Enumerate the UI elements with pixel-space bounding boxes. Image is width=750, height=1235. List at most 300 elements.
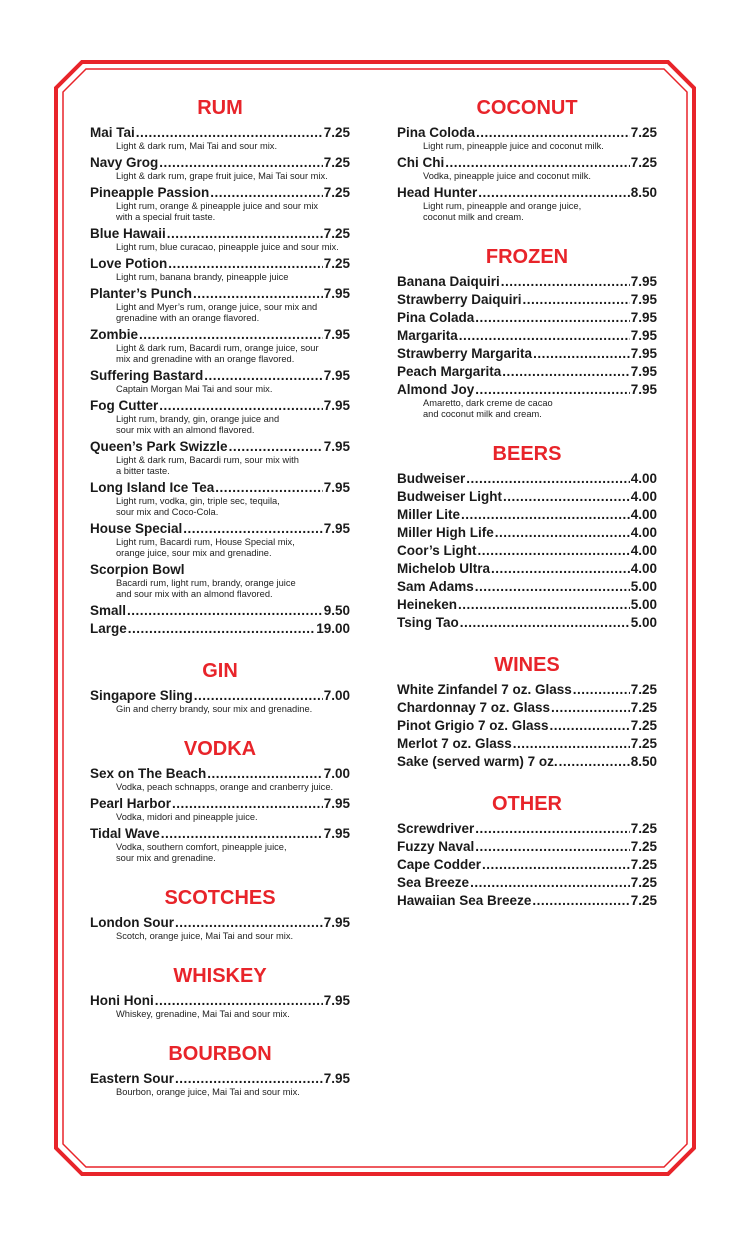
menu-item-line (397, 856, 657, 873)
section-frozen (397, 245, 657, 420)
menu-item (397, 470, 657, 487)
menu-item-description (397, 141, 657, 152)
menu-item-price: 7.95 (630, 364, 657, 379)
menu-item-description (90, 537, 350, 559)
description-line: Light & dark rum, grape fruit juice, Mai Tai sour mix. (116, 171, 328, 181)
menu-item (90, 255, 350, 283)
menu-item-price: 7.25 (630, 718, 657, 733)
menu-item-description (397, 398, 657, 420)
menu-item (397, 184, 657, 223)
menu-item (397, 614, 657, 631)
menu-item-name: Coor’s Light (397, 543, 477, 558)
menu-item-name: Eastern Sour (90, 1071, 175, 1086)
menu-item (90, 124, 350, 152)
description-line: Bacardi rum, light rum, brandy, orange juice (116, 578, 296, 588)
menu-item (90, 620, 350, 637)
menu-item-price: 7.95 (323, 521, 350, 536)
description-line: Amaretto, dark creme de cacao (423, 398, 553, 408)
menu-item-line (90, 602, 350, 619)
menu-item (90, 438, 350, 477)
dot-leader (172, 795, 323, 812)
dot-leader (478, 542, 630, 559)
menu-item (90, 825, 350, 864)
section-title: GIN (202, 660, 238, 682)
menu-item-price: 7.95 (630, 382, 657, 397)
menu-item-name: Honi Honi (90, 993, 154, 1008)
description-line: Light rum, pineapple and orange juice, (423, 201, 582, 211)
dot-leader (503, 488, 630, 505)
menu-item (90, 479, 350, 518)
menu-item-price: 7.95 (630, 346, 657, 361)
menu-item-name: Strawberry Daiquiri (397, 292, 522, 307)
description-line: Vodka, pineapple juice and coconut milk. (423, 171, 591, 181)
menu-item (90, 326, 350, 365)
menu-item-line (90, 687, 350, 704)
menu-item (90, 285, 350, 324)
menu-item-price: 7.95 (323, 1071, 350, 1086)
description-line: Light & dark rum, Mai Tai and sour mix. (116, 141, 278, 151)
description-line: sour mix and Coco-Cola. (116, 507, 219, 517)
description-line: Scotch, orange juice, Mai Tai and sour mix. (116, 931, 294, 941)
menu-item (397, 381, 657, 420)
menu-item (90, 367, 350, 395)
menu-item-line (90, 397, 350, 414)
dot-leader (210, 184, 322, 201)
dot-leader (127, 602, 323, 619)
menu-item-price: 7.95 (323, 439, 350, 454)
menu-item-name: Pinot Grigio 7 oz. Glass (397, 718, 549, 733)
menu-item (397, 596, 657, 613)
menu-item-name: Zombie (90, 327, 139, 342)
menu-item (397, 874, 657, 891)
menu-item-description (90, 842, 350, 864)
menu-item (397, 524, 657, 541)
section-title: BEERS (492, 443, 562, 465)
menu-item-line (397, 327, 657, 344)
menu-item-name: Long Island Ice Tea (90, 480, 215, 495)
dot-leader (461, 506, 630, 523)
section-wines (397, 653, 657, 770)
menu-item-line (90, 914, 350, 931)
menu-item-line (397, 892, 657, 909)
menu-item-price: 7.25 (630, 155, 657, 170)
dot-leader (502, 363, 629, 380)
menu-item (397, 273, 657, 290)
right-column (397, 96, 657, 931)
section-other (397, 792, 657, 909)
section-coconut (397, 96, 657, 223)
menu-item (90, 154, 350, 182)
menu-item-line (90, 326, 350, 343)
dot-leader (459, 327, 630, 344)
description-line: and sour mix with an almond flavored. (116, 589, 273, 599)
menu-item-description (90, 302, 350, 324)
menu-item-price: 8.50 (630, 185, 657, 200)
section-rum (90, 96, 350, 637)
menu-item-price: 7.25 (630, 821, 657, 836)
description-line: Vodka, midori and pineapple juice. (116, 812, 258, 822)
menu-item-line (90, 825, 350, 842)
description-line: Captain Morgan Mai Tai and sour mix. (116, 384, 273, 394)
dot-leader (475, 578, 630, 595)
dot-leader (532, 892, 629, 909)
menu-item (90, 602, 350, 619)
menu-item-name: Sam Adams (397, 579, 474, 594)
menu-item-line (397, 291, 657, 308)
menu-item-name: Queen’s Park Swizzle (90, 439, 228, 454)
menu-item (90, 1070, 350, 1098)
menu-item-line (90, 765, 350, 782)
menu-item-price: 7.95 (323, 480, 350, 495)
menu-item-description (90, 931, 350, 942)
description-line: Light rum, pineapple juice and coconut milk. (423, 141, 604, 151)
dot-leader (445, 154, 629, 171)
menu-item-price: 7.95 (630, 310, 657, 325)
menu-item-name: Banana Daiquiri (397, 274, 500, 289)
menu-item-line (90, 992, 350, 1009)
menu-item-line (90, 561, 350, 578)
menu-item (90, 914, 350, 942)
menu-item-description (90, 1009, 350, 1020)
menu-item-price: 7.25 (630, 839, 657, 854)
dot-leader (159, 154, 322, 171)
menu-item-price: 7.95 (323, 915, 350, 930)
menu-item-price: 7.95 (323, 286, 350, 301)
dot-leader (482, 856, 630, 873)
description-line: Light rum, Bacardi rum, House Special mix, (116, 537, 295, 547)
dot-leader (161, 825, 323, 842)
menu-item-line (397, 820, 657, 837)
dot-leader (136, 124, 323, 141)
section-title: RUM (197, 97, 243, 119)
menu-item-line (90, 225, 350, 242)
menu-item-price: 9.50 (323, 603, 350, 618)
menu-item-line (90, 438, 350, 455)
menu-item-name: Small (90, 603, 127, 618)
dot-leader (478, 184, 629, 201)
dot-leader (475, 838, 629, 855)
menu-item-price: 7.95 (323, 826, 350, 841)
menu-item-price: 8.50 (630, 754, 657, 769)
menu-item-name: Margarita (397, 328, 458, 343)
menu-item-name: Tsing Tao (397, 615, 459, 630)
description-line: grenadine with an orange flavored. (116, 313, 260, 323)
dot-leader (551, 699, 630, 716)
section-title: BOURBON (168, 1043, 272, 1065)
menu-item-price: 19.00 (316, 621, 350, 636)
dot-leader (533, 345, 630, 362)
menu-item-name: Almond Joy (397, 382, 475, 397)
menu-item-line (397, 699, 657, 716)
section-vodka (90, 737, 350, 864)
dot-leader (559, 753, 630, 770)
dot-leader (523, 291, 630, 308)
menu-item-line (90, 154, 350, 171)
section-title: SCOTCHES (164, 887, 276, 909)
menu-item (90, 184, 350, 223)
dot-leader (204, 367, 322, 384)
menu-item-price: 7.25 (630, 736, 657, 751)
menu-item (397, 542, 657, 559)
menu-item (397, 856, 657, 873)
menu-item-description (90, 141, 350, 152)
section-gin (90, 659, 350, 715)
dot-leader (491, 560, 630, 577)
menu-item-name: Budweiser Light (397, 489, 503, 504)
menu-item-price: 7.95 (630, 292, 657, 307)
menu-item-name: Pearl Harbor (90, 796, 172, 811)
menu-item-name: Chi Chi (397, 155, 445, 170)
menu-item-name: London Sour (90, 915, 174, 930)
description-line: and coconut milk and cream. (423, 409, 542, 419)
menu-item-price: 5.00 (630, 579, 657, 594)
menu-item-line (397, 542, 657, 559)
menu-item-name: Michelob Ultra (397, 561, 491, 576)
menu-item-line (397, 184, 657, 201)
description-line: Light & dark rum, Bacardi rum, sour mix with (116, 455, 299, 465)
dot-leader (495, 524, 630, 541)
menu-item-price: 4.00 (630, 525, 657, 540)
menu-item-name: Miller High Life (397, 525, 494, 540)
menu-item-line (397, 874, 657, 891)
description-line: mix and grenadine with an orange flavored. (116, 354, 295, 364)
menu-item-price: 7.25 (323, 125, 350, 140)
menu-item-name: Chardonnay 7 oz. Glass (397, 700, 551, 715)
menu-item-description (90, 1087, 350, 1098)
menu-item-description (90, 242, 350, 253)
menu-item-name: Heineken (397, 597, 458, 612)
menu-item (90, 397, 350, 436)
dot-leader (193, 285, 323, 302)
menu-item (90, 225, 350, 253)
menu-item-name: Miller Lite (397, 507, 461, 522)
dot-leader (229, 438, 323, 455)
menu-item-line (397, 838, 657, 855)
menu-item-price: 4.00 (630, 489, 657, 504)
menu-item-name: Peach Margarita (397, 364, 502, 379)
description-line: Bourbon, orange juice, Mai Tai and sour mix. (116, 1087, 300, 1097)
menu-item-price: 7.95 (323, 796, 350, 811)
menu-item-name: House Special (90, 521, 183, 536)
section-title: OTHER (492, 793, 562, 815)
menu-item-line (397, 614, 657, 631)
menu-item (397, 291, 657, 308)
menu-item-price: 7.95 (323, 327, 350, 342)
menu-item-price: 7.95 (323, 368, 350, 383)
menu-item (90, 765, 350, 793)
menu-item (397, 154, 657, 182)
section-beers (397, 442, 657, 631)
menu-item (397, 717, 657, 734)
menu-item-line (397, 753, 657, 770)
dot-leader (175, 914, 323, 931)
menu-item (397, 753, 657, 770)
dot-leader (207, 765, 322, 782)
menu-item-line (90, 367, 350, 384)
menu-item-price: 7.25 (630, 857, 657, 872)
menu-item-name: Large (90, 621, 127, 636)
menu-item-name: Fuzzy Naval (397, 839, 475, 854)
dot-leader (573, 681, 630, 698)
dot-leader (466, 470, 629, 487)
menu-item-price: 7.00 (323, 688, 350, 703)
menu-item (397, 363, 657, 380)
menu-item-name: Budweiser (397, 471, 466, 486)
menu-item-line (90, 795, 350, 812)
menu-item-line (397, 681, 657, 698)
menu-item (397, 488, 657, 505)
menu-item-price: 5.00 (630, 597, 657, 612)
menu-item-name: Pina Colada (397, 310, 475, 325)
description-line: coconut milk and cream. (423, 212, 524, 222)
dot-leader (470, 874, 630, 891)
menu-item (397, 578, 657, 595)
menu-item-name: Cape Codder (397, 857, 482, 872)
dot-leader (215, 479, 322, 496)
menu-item-price: 7.25 (630, 875, 657, 890)
menu-item-price: 7.25 (630, 125, 657, 140)
dot-leader (167, 225, 323, 242)
menu-item-line (397, 488, 657, 505)
menu-item-name: Scorpion Bowl (90, 562, 185, 577)
dot-leader (159, 397, 322, 414)
section-title: WHISKEY (173, 965, 267, 987)
section-title: FROZEN (485, 246, 569, 268)
menu-item-price: 7.25 (323, 155, 350, 170)
menu-item-name: Love Potion (90, 256, 168, 271)
menu-item-line (397, 717, 657, 734)
menu-item-price: 4.00 (630, 561, 657, 576)
menu-item (90, 520, 350, 559)
menu-item (90, 687, 350, 715)
menu-item (397, 345, 657, 362)
menu-item-name: Fog Cutter (90, 398, 159, 413)
dot-leader (476, 124, 630, 141)
menu-item-price: 7.25 (323, 185, 350, 200)
menu-item-line (397, 363, 657, 380)
menu-item (90, 795, 350, 823)
menu-item-name: Screwdriver (397, 821, 475, 836)
menu-item-line (397, 506, 657, 523)
menu-item-name: White Zinfandel 7 oz. Glass (397, 682, 572, 697)
menu-item-line (397, 560, 657, 577)
dot-leader (475, 381, 629, 398)
description-line: with a special fruit taste. (116, 212, 216, 222)
menu-item-price: 7.00 (323, 766, 350, 781)
menu-item-description (397, 201, 657, 223)
menu-item-name: Hawaiian Sea Breeze (397, 893, 532, 908)
menu-item-line (397, 524, 657, 541)
dot-leader (168, 255, 322, 272)
menu-item (397, 560, 657, 577)
menu-item-description (90, 782, 350, 793)
menu-item (397, 327, 657, 344)
dot-leader (475, 820, 629, 837)
section-scotches (90, 886, 350, 942)
menu-item-line (397, 309, 657, 326)
menu-item-price: 7.95 (323, 398, 350, 413)
menu-item-line (397, 596, 657, 613)
menu-item-price: 7.25 (630, 700, 657, 715)
menu-item-description (90, 496, 350, 518)
menu-item-name: Planter’s Punch (90, 286, 193, 301)
menu-item-line (90, 479, 350, 496)
description-line: Whiskey, grenadine, Mai Tai and sour mix. (116, 1009, 290, 1019)
menu-item-description (90, 578, 350, 600)
menu-item-description (90, 201, 350, 223)
dot-leader (139, 326, 323, 343)
description-line: a bitter taste. (116, 466, 170, 476)
dot-leader (550, 717, 630, 734)
menu-item-name: Head Hunter (397, 185, 478, 200)
menu-item-name: Pina Coloda (397, 125, 476, 140)
description-line: orange juice, sour mix and grenadine. (116, 548, 272, 558)
menu-item-line (90, 1070, 350, 1087)
menu-item-name: Navy Grog (90, 155, 159, 170)
menu-item-description (90, 704, 350, 715)
menu-item (397, 735, 657, 752)
menu-item (397, 892, 657, 909)
dot-leader (183, 520, 322, 537)
section-title: COCONUT (476, 97, 578, 119)
dot-leader (128, 620, 315, 637)
dot-leader (475, 309, 629, 326)
description-line: Gin and cherry brandy, sour mix and grenadine. (116, 704, 313, 714)
menu-item-line (397, 381, 657, 398)
menu-item (397, 124, 657, 152)
menu-item-name: Sea Breeze (397, 875, 470, 890)
menu-item-line (90, 520, 350, 537)
menu-item-line (397, 578, 657, 595)
menu-item-price: 7.25 (630, 893, 657, 908)
dot-leader (501, 273, 630, 290)
menu-item-price: 7.95 (323, 993, 350, 1008)
menu-item-description (397, 171, 657, 182)
menu-item-line (90, 255, 350, 272)
dot-leader (175, 1070, 323, 1087)
menu-item-description (90, 171, 350, 182)
menu-item-price: 7.95 (630, 328, 657, 343)
menu-item-line (397, 735, 657, 752)
menu-item-line (397, 124, 657, 141)
menu-item-line (397, 273, 657, 290)
section-title: VODKA (183, 738, 257, 760)
menu-item (397, 681, 657, 698)
menu-item (397, 699, 657, 716)
menu-item (90, 992, 350, 1020)
menu-item-name: Merlot 7 oz. Glass (397, 736, 512, 751)
description-line: Light & dark rum, Bacardi rum, orange juice, sour (116, 343, 319, 353)
description-line: sour mix with an almond flavored. (116, 425, 255, 435)
menu-item-line (90, 285, 350, 302)
menu-item-description (90, 384, 350, 395)
menu-item-description (90, 812, 350, 823)
menu-item-description (90, 455, 350, 477)
menu-item-name: Strawberry Margarita (397, 346, 533, 361)
section-title: WINES (494, 654, 560, 676)
description-line: sour mix and grenadine. (116, 853, 216, 863)
dot-leader (458, 596, 630, 613)
menu-item-line (397, 345, 657, 362)
menu-item (397, 820, 657, 837)
menu-item-price: 5.00 (630, 615, 657, 630)
menu-item-line (90, 184, 350, 201)
menu-item-price: 7.95 (630, 274, 657, 289)
menu-item-name: Pineapple Passion (90, 185, 210, 200)
description-line: Vodka, southern comfort, pineapple juice, (116, 842, 287, 852)
menu-item-line (397, 154, 657, 171)
description-line: Light rum, brandy, gin, orange juice and (116, 414, 280, 424)
